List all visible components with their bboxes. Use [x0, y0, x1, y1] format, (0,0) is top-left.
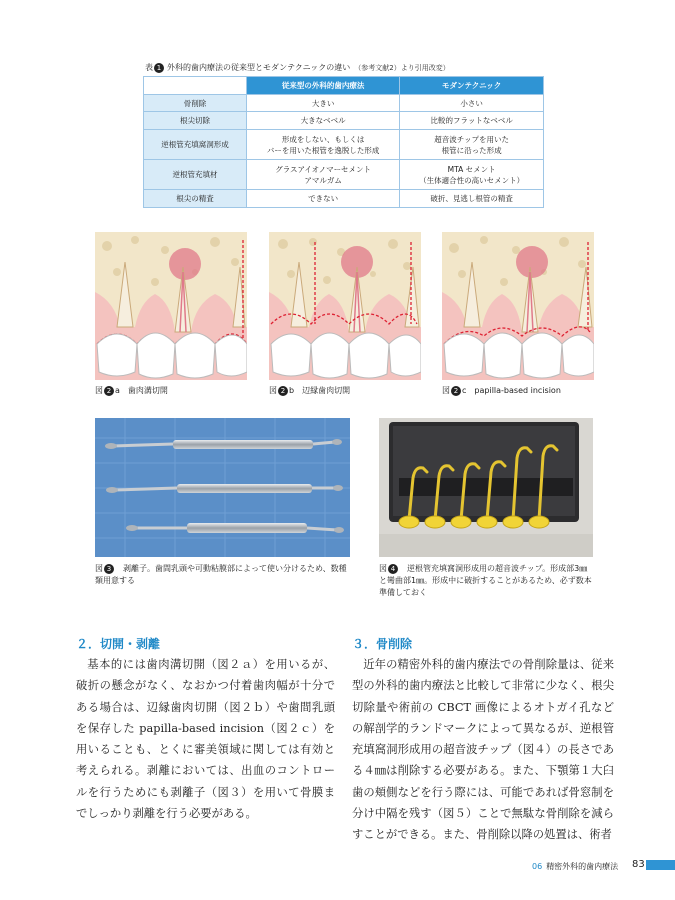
gingiva-illustration-papilla [442, 232, 594, 380]
table-row [144, 112, 544, 130]
ultrasonic-tips-photo [379, 418, 593, 557]
elevators-photo [95, 418, 350, 557]
cell-traditional: できない [247, 190, 400, 208]
row-label: 根尖切除 [144, 112, 247, 130]
chapter-title: 精密外科的歯内療法 [546, 862, 619, 871]
table-header-row [144, 77, 544, 95]
cell-modern: MTA セメント （生体適合性の高いセメント） [400, 160, 544, 190]
running-footer [532, 861, 618, 872]
section-title-incision: ２．切開・剥離 [76, 637, 161, 651]
chapter-number: 06 [532, 862, 543, 871]
cell-traditional: 大きい [247, 95, 400, 112]
cell-modern: 破折、見逃し根管の精査 [400, 190, 544, 208]
row-label: 逆根管充填材 [144, 160, 247, 190]
header-modern: モダンテクニック [400, 77, 544, 95]
figure-2c-caption: 図 2 c papilla-based incision [442, 386, 561, 395]
header-traditional: 従来型の外科的歯内療法 [247, 77, 400, 95]
figure-4-caption: 図 4 逆根管充填窩洞形成用の超音波チップ。形成部3㎜と彎曲部1㎜。形成中に破折することがあるため、必ず数本準備しておく [379, 564, 592, 597]
table-row [144, 95, 544, 112]
figure-2a-caption: 図 2 a 歯肉溝切開 [95, 386, 168, 395]
row-label: 逆根管充填窩洞形成 [144, 130, 247, 160]
figure-3-caption: 図 3 剥離子。歯間乳頭や可動粘膜部によって使い分けるため、数種類用意する [95, 564, 347, 585]
table-row [144, 130, 544, 160]
figure-2b-caption: 図 2 b 辺縁歯肉切開 [269, 386, 351, 395]
table-number: 1 [154, 63, 164, 73]
cell-traditional: 大きなベベル [247, 112, 400, 130]
table-label: 表 [145, 63, 153, 72]
cell-traditional: 形成をしない、もしくは バーを用いた根管を逸脱した形成 [247, 130, 400, 160]
page-number: 83 [632, 859, 645, 870]
table-row [144, 190, 544, 208]
row-label: 根尖の精査 [144, 190, 247, 208]
table-caption [145, 62, 450, 73]
cell-traditional: グラスアイオノマーセメント アマルガム [247, 160, 400, 190]
table-corner-cell [144, 77, 247, 95]
comparison-table [143, 76, 544, 208]
table-reference: （参考文献2）より引用改変） [354, 64, 450, 72]
cell-modern: 超音波チップを用いた 根管に沿った形成 [400, 130, 544, 160]
page-tab-bar [646, 860, 675, 870]
table-title: 外科的歯内療法の従来型とモダンテクニックの違い [167, 63, 351, 72]
section-title-bone-removal: ３．骨削除 [352, 637, 413, 651]
section-body-bone-removal: 近年の精密外科的歯内療法での骨削除量は、従来型の外科的歯内療法と比較して非常に少なく、根尖切除量や術前の CBCT 画像によるオトガイ孔などの解剖学的ランドマークによって異なるが、逆根管充填窩洞形成用の超音波チップ（図４）の長さである４㎜は削除する必要がある。また、下顎第１大臼歯の頬側などを行う際には、可能であれば骨窓制を分け中隔を残す（図５）ことで無駄な骨削除を減らすことができる。また、骨削除以降の処置は、術者 [352, 658, 614, 842]
section-body-incision: 基本的には歯肉溝切開（図２ａ）を用いるが、破折の懸念がなく、なおかつ付着歯肉幅が十分である場合は、辺縁歯肉切開（図２ｂ）や歯間乳頭を保存した papilla-based incision（図２ｃ）を用いることも、とくに審美領域に関しては有効と考えられる。剥離においては、出血のコントロールを行うためにも剥離子（図３）を用いて骨膜までしっかり剥離を行う必要がある。 [76, 658, 335, 821]
row-label: 骨削除 [144, 95, 247, 112]
gingiva-illustration-sulcular [95, 232, 247, 380]
cell-modern: 小さい [400, 95, 544, 112]
table-row [144, 160, 544, 190]
cell-modern: 比較的フラットなベベル [400, 112, 544, 130]
gingiva-illustration-marginal [269, 232, 421, 380]
